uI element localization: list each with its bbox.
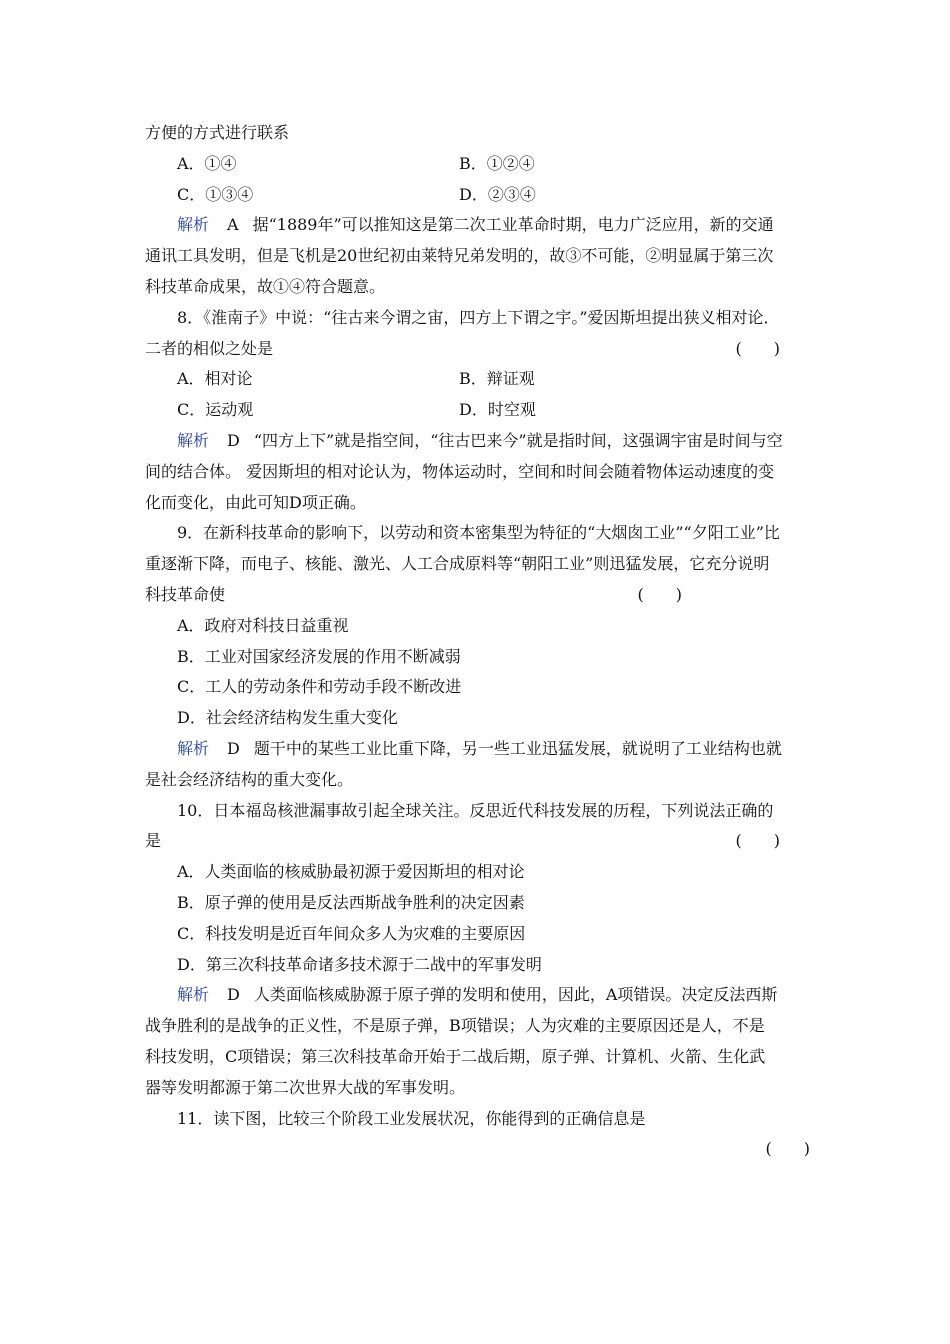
analysis-answer: D [227, 430, 240, 450]
q11-stem-line-1 [145, 1104, 810, 1135]
analysis-text: 科技发明，C项错误；第三次科技革命开始于二战后期，原子弹、计算机、火箭、生化武 [145, 1046, 766, 1066]
question-stem: 8．《淮南子》中说：“往古来今谓之宙，四方上下谓之宇。”爱因斯坦提出狭义相对论． [177, 307, 780, 327]
analysis-text: 化而变化，由此可知D项正确。 [145, 492, 366, 512]
analysis-label: 解析 [177, 738, 210, 758]
q7-option-row-1 [145, 149, 810, 180]
q7-analysis-line-2 [145, 241, 810, 272]
q9-stem-line-1 [145, 518, 810, 549]
q7-option-b: B．①②④ [459, 153, 535, 173]
option-text: B．原子弹的使用是反法西斯战争胜利的决定因素 [177, 892, 525, 912]
analysis-answer: D [227, 985, 240, 1005]
q9-analysis-line-2 [145, 765, 810, 796]
option-text: C．科技发明是近百年间众多人为灾难的主要原因 [177, 923, 526, 943]
q9-stem-line-2 [145, 549, 810, 580]
analysis-text: 通讯工具发明，但是飞机是20世纪初由莱特兄弟发明的，故③不可能，②明显属于第三次 [145, 246, 774, 266]
q10-stem-line-2 [145, 826, 810, 857]
analysis-text: “四方上下”就是指空间，“往古巴来今”就是指时间，这强调宇宙是时间与空 [253, 430, 783, 450]
q7-analysis-line-3 [145, 272, 810, 303]
option-text: C．工人的劳动条件和劳动手段不断改进 [177, 677, 462, 697]
q7-tail-line [145, 118, 810, 149]
q8-stem-line-1 [145, 303, 810, 334]
analysis-text: 是社会经济结构的重大变化。 [145, 769, 354, 789]
q9-option-a [145, 611, 810, 642]
q9-option-b [145, 642, 810, 673]
question-stem: 9．在新科技革命的影响下，以劳动和资本密集型为特征的“大烟囱工业”“夕阳工业”比 [177, 523, 780, 543]
q7-tail-text: 方便的方式进行联系 [145, 123, 290, 142]
option-text: A．政府对科技日益重视 [177, 615, 349, 635]
q10-stem-line-1 [145, 796, 810, 827]
q8-analysis-line-3 [145, 488, 810, 519]
option-text: D．社会经济结构发生重大变化 [177, 708, 398, 728]
question-stem: 重逐渐下降，而电子、核能、激光、人工合成原料等“朝阳工业”则迅猛发展，它充分说明 [145, 554, 770, 574]
analysis-text: 间的结合体。 爱因斯坦的相对论认为，物体运动时，空间和时间会随着物体运动速度的变 [145, 461, 775, 481]
option-text: B．工业对国家经济发展的作用不断减弱 [177, 646, 461, 666]
q11-answer-line [145, 1134, 810, 1165]
q9-option-c [145, 672, 810, 703]
q8-option-d: D．时空观 [459, 400, 536, 420]
q9-option-d [145, 703, 810, 734]
analysis-text: 器等发明都源于第二次世界大战的军事发明。 [145, 1077, 466, 1097]
answer-blank: ( ) [637, 584, 682, 604]
q10-option-a [145, 857, 810, 888]
question-stem: 二者的相似之处是 [145, 338, 274, 358]
q7-option-d: D．②③④ [459, 184, 536, 204]
analysis-answer: A [227, 215, 239, 235]
q9-analysis-line-1 [145, 734, 810, 765]
answer-blank: ( ) [765, 1139, 810, 1159]
analysis-label: 解析 [177, 215, 210, 235]
analysis-answer: D [227, 738, 240, 758]
analysis-text: 人类面临核威胁源于原子弹的发明和使用，因此，A项错误。决定反法西斯 [253, 985, 778, 1005]
analysis-text: 科技革命成果，故①④符合题意。 [145, 276, 386, 296]
q8-stem-line-2 [145, 334, 810, 365]
analysis-label: 解析 [177, 430, 210, 450]
analysis-label: 解析 [177, 985, 210, 1005]
q8-option-row-1 [145, 364, 810, 395]
q10-option-d [145, 950, 810, 981]
q8-option-c: C．运动观 [177, 400, 254, 420]
q10-analysis-line-4 [145, 1073, 810, 1104]
q10-analysis-line-3 [145, 1042, 810, 1073]
question-stem: 是 [145, 831, 162, 851]
option-text: A．人类面临的核威胁最初源于爱因斯坦的相对论 [177, 862, 525, 882]
q7-option-a: A．①④ [177, 153, 237, 173]
q9-stem-line-3 [145, 580, 810, 611]
answer-blank: ( ) [735, 338, 780, 358]
analysis-text: 题干中的某些工业比重下降，另一些工业迅猛发展，就说明了工业结构也就 [253, 738, 782, 758]
answer-blank: ( ) [735, 831, 780, 851]
q8-option-a: A．相对论 [177, 369, 253, 389]
q7-option-row-2 [145, 180, 810, 211]
q10-analysis-line-2 [145, 1011, 810, 1042]
q8-analysis-line-2 [145, 457, 810, 488]
q10-analysis-line-1 [145, 980, 810, 1011]
q8-analysis-line-1 [145, 426, 810, 457]
analysis-text: 据“1889年”可以推知这是第二次工业革命时期，电力广泛应用，新的交通 [252, 215, 774, 235]
question-stem: 10．日本福岛核泄漏事故引起全球关注。反思近代科技发展的历程，下列说法正确的 [177, 800, 774, 820]
q7-analysis-line-1 [145, 210, 810, 241]
document-page [145, 118, 810, 1165]
analysis-text: 战争胜利的是战争的正义性，不是原子弹，B项错误；人为灾难的主要原因还是人，不是 [145, 1016, 765, 1036]
q7-option-c: C．①③④ [177, 184, 254, 204]
option-text: D．第三次科技革命诸多技术源于二战中的军事发明 [177, 954, 542, 974]
q8-option-b: B．辩证观 [459, 369, 535, 389]
q10-option-b [145, 888, 810, 919]
question-stem: 11．读下图，比较三个阶段工业发展状况，你能得到的正确信息是 [177, 1108, 646, 1128]
q8-option-row-2 [145, 395, 810, 426]
q10-option-c [145, 919, 810, 950]
question-stem: 科技革命使 [145, 584, 226, 604]
